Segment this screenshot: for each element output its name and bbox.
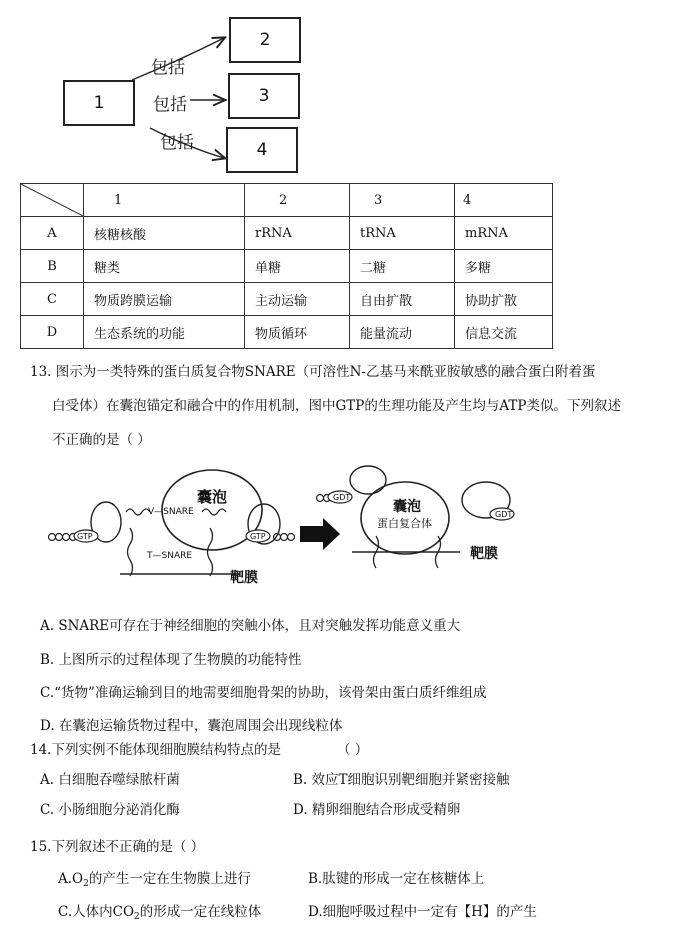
relation-label-bottom: 包括	[160, 133, 194, 153]
gdt-label-right: GDT	[495, 510, 513, 519]
protein-upper-left	[350, 466, 386, 494]
table-cell: tRNA	[350, 217, 455, 250]
relation-label-middle: 包括	[153, 95, 187, 115]
table-cell: 主动运输	[245, 283, 350, 316]
v-snare-coil-left	[126, 509, 150, 515]
table-cell: 核糖核酸	[84, 217, 245, 250]
gtp-label-right: GTP	[250, 532, 266, 541]
snare-diagram	[40, 458, 560, 598]
bead-chain-left	[49, 534, 77, 541]
q15-option-c-pre: C.人体内CO	[58, 904, 135, 920]
table-header-row	[21, 184, 553, 217]
q13-option-d: D. 在囊泡运输货物过程中，囊泡周围会出现线粒体	[40, 718, 343, 734]
table-row-label: D	[21, 316, 84, 349]
q15-stem: 15.下列叙述不正确的是（ ）	[30, 839, 205, 855]
table-row-label: B	[21, 250, 84, 283]
process-arrow	[300, 518, 340, 550]
q15-option-c	[58, 900, 261, 922]
table-cell: 单糖	[245, 250, 350, 283]
q14-stem: 14.下列实例不能体现细胞膜结构特点的是	[30, 742, 281, 758]
concept-box-4-label: 4	[256, 140, 268, 160]
q13-stem-line3: 不正确的是（ ）	[52, 432, 151, 448]
q14-option-b: B. 效应T细胞识别靶细胞并紧密接触	[293, 772, 510, 788]
target-membrane-label-right: 靶膜	[470, 546, 498, 562]
q13-option-c: C.“货物”准确运输到目的地需要细胞骨架的协助，该骨架由蛋白质纤维组成	[40, 685, 487, 701]
diagonal-line	[21, 184, 83, 216]
table-cell: rRNA	[245, 217, 350, 250]
concept-box-3-label: 3	[258, 86, 270, 106]
v-snare-coil-right	[202, 509, 226, 515]
table-cell: 多糖	[455, 250, 553, 283]
table-cell: 协助扩散	[455, 283, 553, 316]
options-table	[20, 183, 553, 349]
table-cell: 能量流动	[350, 316, 455, 349]
table-cell: 信息交流	[455, 316, 553, 349]
concept-arrows	[0, 0, 694, 180]
table-cell: 生态系统的功能	[84, 316, 245, 349]
q15-option-a	[58, 867, 251, 889]
q15-option-a-sub: 2	[83, 879, 89, 889]
q14-option-a: A. 白细胞吞噬绿脓杆菌	[40, 772, 180, 788]
table-row	[21, 217, 553, 250]
vesicle-label: 囊泡	[197, 488, 228, 506]
table-cell: mRNA	[455, 217, 553, 250]
q14-option-c: C. 小肠细胞分泌消化酶	[40, 802, 180, 818]
complex-label-line1: 囊泡	[393, 499, 421, 515]
q14-paren: （ ）	[337, 742, 369, 758]
q13-option-a: A. SNARE可存在于神经细胞的突触小体，且对突触发挥功能意义重大	[40, 618, 461, 634]
table-header-cell: 4	[455, 184, 553, 217]
q15-option-a-post: 的产生一定在生物膜上进行	[88, 871, 251, 887]
table-header-cell: 3	[350, 184, 455, 217]
table-header-cell: 1	[84, 184, 245, 217]
gtp-label-left: GTP	[77, 532, 93, 541]
table-cell: 自由扩散	[350, 283, 455, 316]
q13-option-b: B. 上图所示的过程体现了生物膜的功能特性	[40, 652, 302, 668]
concept-box-2-label: 2	[259, 30, 271, 50]
v-snare-label: V—SNARE	[148, 507, 194, 517]
table-cell: 物质循环	[245, 316, 350, 349]
q15-option-a-pre: A.O	[58, 871, 84, 887]
t-snare-label: T—SNARE	[147, 551, 193, 561]
q15-option-c-post: 的形成一定在线粒体	[139, 904, 262, 920]
q13-stem-line1: 13. 图示为一类特殊的蛋白质复合物SNARE（可溶性N-乙基马来酰亚胺敏感的融合蛋白附着蛋	[30, 364, 596, 380]
relation-label-top: 包括	[151, 58, 185, 78]
t-snare-coil-right	[208, 528, 213, 576]
gdt-label-left: GDT	[333, 493, 351, 502]
q15-option-d: D.细胞呼吸过程中一定有【H】的产生	[308, 904, 537, 920]
table-row	[21, 250, 553, 283]
table-corner-cell	[21, 184, 84, 217]
table-row	[21, 283, 553, 316]
complex-label-line2: 蛋白复合体	[377, 517, 432, 530]
concept-box-1-label: 1	[93, 93, 105, 113]
table-row-label: C	[21, 283, 84, 316]
table-row-label: A	[21, 217, 84, 250]
q15-option-b: B.肽键的形成一定在核糖体上	[308, 871, 485, 887]
q15-option-c-sub: 2	[134, 912, 140, 922]
table-row	[21, 316, 553, 349]
table-cell: 二糖	[350, 250, 455, 283]
t-snare-coil-left	[128, 528, 133, 576]
q13-stem-line2: 白受体）在囊泡锚定和融合中的作用机制，图中GTP的生理功能及产生均与ATP类似。下列叙述	[52, 398, 621, 414]
target-membrane-label-left: 靶膜	[230, 570, 258, 586]
table-header-cell: 2	[245, 184, 350, 217]
table-cell: 糖类	[84, 250, 245, 283]
table-cell: 物质跨膜运输	[84, 283, 245, 316]
q14-option-d: D. 精卵细胞结合形成受精卵	[293, 802, 461, 818]
